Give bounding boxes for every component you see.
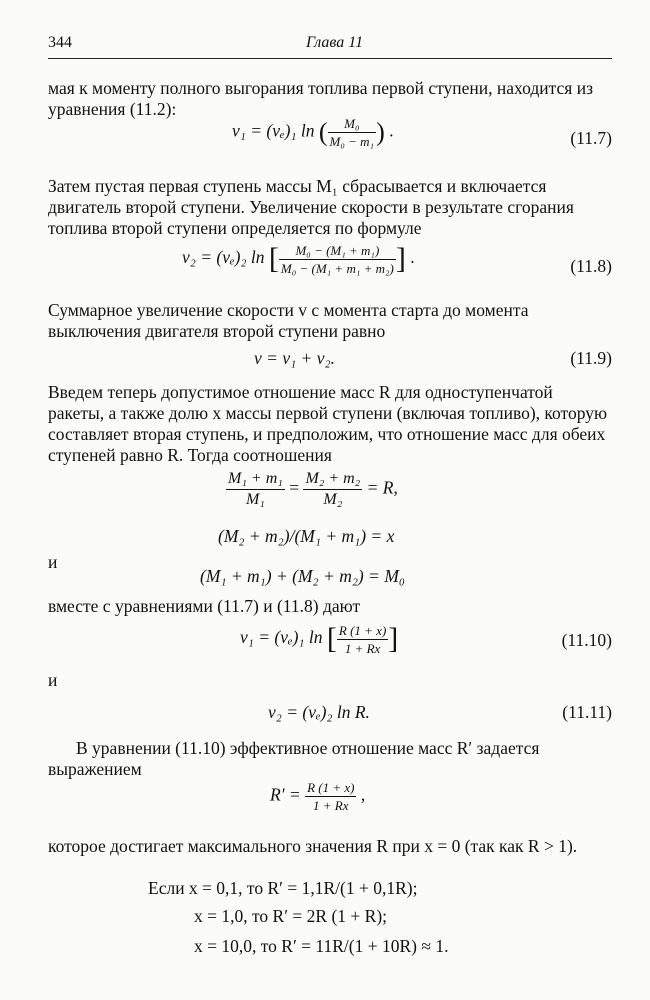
denominator: M₂ xyxy=(303,489,362,509)
equation-11-10 xyxy=(240,622,398,656)
left-bracket: [ xyxy=(326,622,337,655)
fraction xyxy=(328,116,377,149)
paragraph-6: В уравнении (11.10) эффективное отношение масс R′ задается выражением xyxy=(48,738,540,779)
numerator: M₂ + m₂ xyxy=(305,470,361,487)
case-x-0-1: Если x = 0,1, то R′ = 1,1R/(1 + 0,1R); xyxy=(148,878,418,898)
paragraph-3: Суммарное увеличение скорости v с момента старта до момента выключения двигателя второй ступени равно xyxy=(48,300,529,341)
equation-11-11: v₂ = (vₑ)₂ ln R. xyxy=(268,702,370,722)
eq-tail: . xyxy=(389,120,394,141)
denominator: M₀ − (M₁ + m₁ + m₂) xyxy=(280,260,394,276)
eq-lhs: R′ = xyxy=(270,784,301,805)
numerator: R (1 + x) xyxy=(338,622,387,638)
equation-mass-ratio xyxy=(226,470,398,509)
fraction-stage-1 xyxy=(226,470,285,509)
fraction xyxy=(337,623,388,656)
connector-and-2: и xyxy=(48,670,58,690)
fraction-stage-2 xyxy=(303,470,362,509)
header-rule xyxy=(48,58,612,59)
denominator: 1 + Rx xyxy=(305,796,356,813)
fraction xyxy=(279,243,396,276)
denominator: M₁ xyxy=(226,489,285,509)
numerator: M₀ − (M₁ + m₁) xyxy=(295,242,380,258)
denominator: M₀ − m₁ xyxy=(329,134,375,149)
paragraph-4: Введем теперь допустимое отношение масс R для одноступенчатой ракеты, а также долю x массы первой ступени (включая топливо), которую составляет вторая ступень, и предположим, что отношение масс для обеих ступеней равно R. Тогда соотношения xyxy=(48,382,608,465)
equation-11-8 xyxy=(182,242,415,276)
equation-total-mass: (M₁ + m₁) + (M₂ + m₂) = M₀ xyxy=(200,566,405,586)
paragraph-1: мая к моменту полного выгорания топлива первой ступени, находится из уравнения (11.2): xyxy=(48,78,593,119)
paragraph-7: которое достигает максимального значения R при x = 0 (так как R > 1). xyxy=(48,836,578,856)
numerator: M₁ + m₁ xyxy=(228,470,283,487)
fraction xyxy=(305,780,356,813)
equation-number-11-11: (11.11) xyxy=(562,702,612,722)
equals-sign: = xyxy=(289,477,300,498)
denominator: 1 + Rx xyxy=(337,639,388,656)
equation-11-7 xyxy=(232,116,394,149)
numerator: M₀ xyxy=(344,116,360,131)
equation-number-11-7: (11.7) xyxy=(570,128,612,148)
eq-lhs: v₁ = (vₑ)₁ ln xyxy=(232,120,315,141)
numerator: R (1 + x) xyxy=(307,780,355,795)
left-bracket: [ xyxy=(268,242,279,275)
right-paren: ) xyxy=(376,117,385,147)
right-bracket: ] xyxy=(388,622,399,655)
left-paren: ( xyxy=(318,117,328,147)
eq-lhs: v₂ = (vₑ)₂ ln xyxy=(182,247,265,268)
right-bracket: ] xyxy=(395,242,406,275)
equation-stage-share: (M₂ + m₂)/(M₁ + m₁) = x xyxy=(218,526,395,546)
case-x-10-0: x = 10,0, то R′ = 11R/(1 + 10R) ≈ 1. xyxy=(194,936,449,956)
eq-tail: = R, xyxy=(366,477,398,498)
equation-11-9: v = v₁ + v₂. xyxy=(254,348,335,368)
equation-number-11-9: (11.9) xyxy=(570,348,612,368)
eq-lhs: v₁ = (vₑ)₁ ln xyxy=(240,627,323,648)
paragraph-2: Затем пустая первая ступень массы M₁ сбрасывается и включается двигатель второй ступени. Увеличение скорости в результате сгорания топлива второй ступени определяется по формуле xyxy=(48,176,574,238)
equation-number-11-8: (11.8) xyxy=(570,256,612,276)
eq-tail: , xyxy=(360,784,366,805)
page-header xyxy=(48,34,612,56)
case-x-1-0: x = 1,0, то R′ = 2R (1 + R); xyxy=(194,906,388,926)
connector-and-1: и xyxy=(48,552,58,572)
chapter-title: Глава 11 xyxy=(306,34,364,51)
paragraph-5: вместе с уравнениями (11.7) и (11.8) дают xyxy=(48,596,361,616)
equation-number-11-10: (11.10) xyxy=(561,630,612,650)
eq-tail: . xyxy=(410,247,415,268)
equation-effective-ratio xyxy=(270,780,365,813)
page-number: 344 xyxy=(48,34,72,51)
